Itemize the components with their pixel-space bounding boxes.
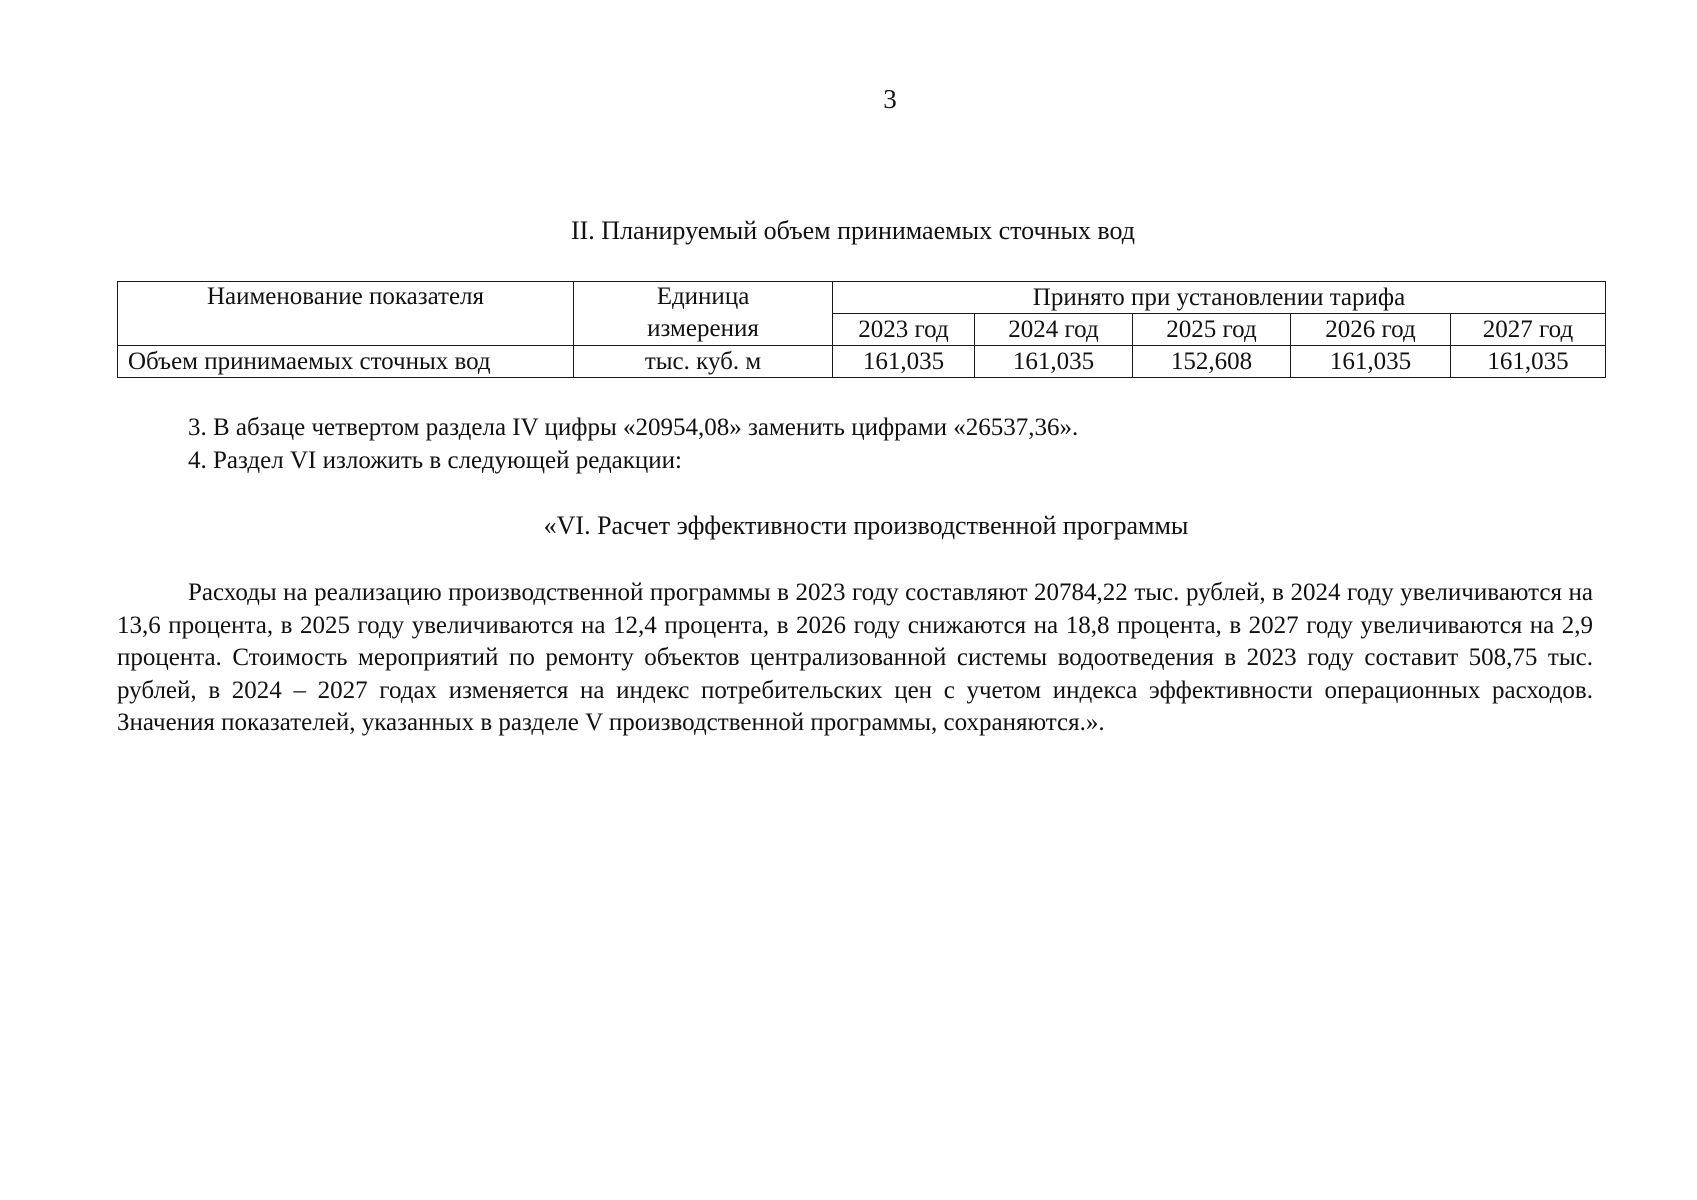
header-unit-line1: Единица — [574, 282, 833, 314]
row-value-2023: 161,035 — [833, 346, 975, 378]
row-value-2027: 161,035 — [1451, 346, 1606, 378]
row-indicator-name: Объем принимаемых сточных вод — [118, 346, 574, 378]
header-year-2025: 2025 год — [1133, 314, 1291, 346]
header-year-2027: 2027 год — [1451, 314, 1606, 346]
page-number: 3 — [883, 84, 897, 114]
section-title: II. Планируемый объем принимаемых сточных вод — [570, 216, 1135, 245]
row-value-2026: 161,035 — [1291, 346, 1451, 378]
section-vi-title: «VI. Расчет эффективности производственной программы — [543, 511, 1189, 540]
amendment-item-4: 4. Раздел VI изложить в следующей редакции: — [188, 447, 683, 474]
volume-table — [117, 281, 1606, 378]
header-year-2026: 2026 год — [1291, 314, 1451, 346]
header-unit-line2: измерения — [574, 314, 833, 346]
table-row — [118, 346, 1606, 378]
amendment-item-3: 3. В абзаце четвертом раздела IV цифры «20954,08» заменить цифрами «26537,36». — [188, 414, 1079, 441]
header-indicator-name: Наименование показателя — [118, 282, 574, 346]
header-year-2023: 2023 год — [833, 314, 975, 346]
row-unit: тыс. куб. м — [574, 346, 833, 378]
row-value-2025: 152,608 — [1133, 346, 1291, 378]
header-tariff-group: Принято при установлении тарифа — [833, 282, 1606, 314]
header-year-2024: 2024 год — [975, 314, 1133, 346]
body-paragraph: Расходы на реализацию производственной программы в 2023 году составляют 20784,22 тыс. рублей, в 2024 году увеличиваются на 13,6 процента, в 2025 году увеличиваются на 12,4 процента, в 2026 году снижаются на 18,8 процента, в 2027 году увеличиваются на 2,9 процента. Стоимость мероприятий по ремонту объектов централизованной системы водоотведения в 2023 году составит 508,75 тыс. рублей, в 2024 – 2027 годах изменяется на индекс потребительских цен с учетом индекса эффективности операционных расходов. Значения показателей, указанных в разделе V производственной программы, сохраняются.». — [117, 579, 1593, 736]
row-value-2024: 161,035 — [975, 346, 1133, 378]
